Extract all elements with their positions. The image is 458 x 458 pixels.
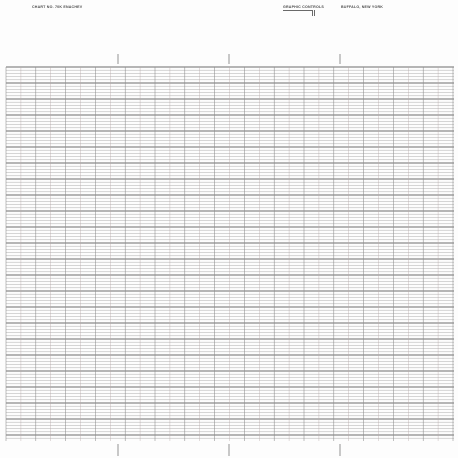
maker-label: GRAPHIC CONTROLS <box>283 5 324 9</box>
edge-tick-marks <box>118 54 340 456</box>
horizontal-grid-lines <box>6 67 454 438</box>
vertical-grid-lines <box>6 67 453 441</box>
chart-number-label: CHART NO. 70K ENACHEV <box>32 5 83 9</box>
city-label: BUFFALO, NEW YORK <box>341 5 384 9</box>
